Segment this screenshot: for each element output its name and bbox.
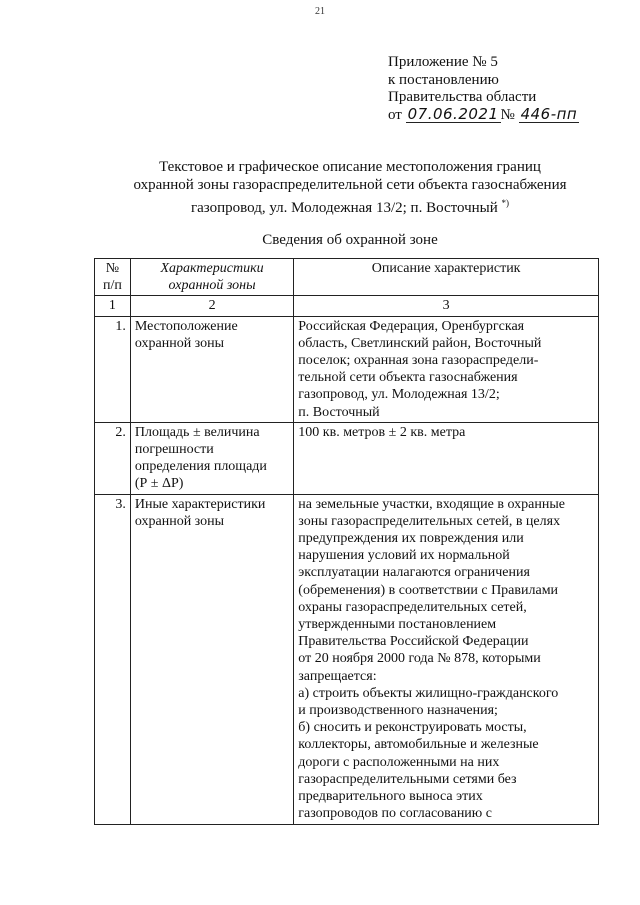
table-row bbox=[95, 316, 599, 422]
text-line: а) строить объекты жилищно-гражданского bbox=[298, 685, 559, 701]
text-line: (обременения) в соответствии с Правилами bbox=[298, 582, 559, 598]
table-row bbox=[95, 494, 599, 824]
text-line: 100 кв. метров ± 2 кв. метра bbox=[298, 424, 466, 440]
row-number: 3. bbox=[95, 494, 131, 824]
row-description bbox=[294, 316, 599, 422]
date-prefix: от bbox=[388, 106, 402, 123]
text-line: эксплуатации налагаются ограничения bbox=[298, 565, 530, 581]
text-line: область, Светлинский район, Восточный bbox=[298, 335, 542, 351]
handwritten-number: 446-пп bbox=[520, 104, 578, 123]
index-cell: 2 bbox=[130, 296, 293, 316]
zone-info-table bbox=[94, 258, 599, 825]
text-line: нарушения условий их нормальной bbox=[298, 548, 510, 564]
text-line: Российская Федерация, Оренбургская bbox=[298, 318, 525, 334]
title-line-3 bbox=[0, 194, 640, 217]
page-number: 21 bbox=[315, 6, 325, 17]
row-characteristic bbox=[130, 494, 293, 824]
text-line: на земельные участки, входящие в охранные bbox=[298, 496, 565, 512]
text-line: утвержденными постановлением bbox=[298, 617, 497, 633]
text-line: определения площади bbox=[134, 459, 267, 475]
row-number: 2. bbox=[95, 422, 131, 494]
header-description: Описание характеристик bbox=[294, 259, 599, 296]
text-line: поселок; охранная зона газораспредели- bbox=[298, 353, 539, 369]
header-characteristics bbox=[130, 259, 293, 296]
text-line: тельной сети объекта газоснабжения bbox=[298, 370, 518, 386]
header-number-line-1: № bbox=[105, 261, 120, 276]
document-title bbox=[0, 158, 640, 217]
text-line: охранной зоны bbox=[134, 335, 225, 351]
text-line: охранной зоны bbox=[134, 513, 225, 529]
title-line-3-text: газопровод, ул. Молодежная 13/2; п. Восточный bbox=[190, 200, 498, 216]
header-char-line-1: Характеристики bbox=[160, 261, 264, 276]
title-line-2: охранной зоны газораспределительной сети объекта газоснабжения bbox=[133, 177, 567, 193]
text-line: коллекторы, автомобильные и железные bbox=[298, 737, 539, 753]
text-line: газораспределительными сетями без bbox=[298, 771, 517, 787]
text-line: погрешности bbox=[134, 442, 214, 458]
appendix-block bbox=[388, 54, 579, 124]
text-line: зоны газораспределительных сетей, в целях bbox=[298, 513, 561, 529]
text-line: (Р ± ΔР) bbox=[134, 476, 184, 492]
title-line-1: Текстовое и графическое описание местоположения границ bbox=[159, 159, 541, 175]
text-line: газопроводов по согласованию с bbox=[298, 806, 492, 822]
table-header-row bbox=[95, 259, 599, 296]
appendix-line-3: Правительства области bbox=[388, 89, 537, 105]
appendix-line-1: Приложение № 5 bbox=[388, 54, 498, 70]
text-line: газопровод, ул. Молодежная 13/2; bbox=[298, 387, 500, 403]
row-description bbox=[294, 494, 599, 824]
text-line: предварительного выноса этих bbox=[298, 789, 483, 805]
text-line: предупреждения их повреждения или bbox=[298, 531, 524, 547]
text-line: б) сносить и реконструировать мосты, bbox=[298, 720, 527, 736]
text-line: дороги с расположенными на них bbox=[298, 754, 500, 770]
section-subtitle: Сведения об охранной зоне bbox=[262, 232, 438, 248]
table-row bbox=[95, 422, 599, 494]
header-number bbox=[95, 259, 131, 296]
header-number-line-2: п/п bbox=[102, 278, 122, 294]
text-line: п. Восточный bbox=[298, 404, 380, 420]
handwritten-date: 07.06.2021 bbox=[407, 104, 499, 123]
appendix-line-2: к постановлению bbox=[388, 71, 499, 88]
row-characteristic bbox=[130, 422, 293, 494]
text-line: и производственного назначения; bbox=[298, 703, 498, 719]
text-line: Местоположение bbox=[134, 318, 238, 334]
footnote-mark: *) bbox=[501, 198, 510, 208]
index-cell: 1 bbox=[95, 296, 131, 316]
row-description bbox=[294, 422, 599, 494]
table-index-row bbox=[95, 296, 599, 316]
row-number: 1. bbox=[95, 316, 131, 422]
row-characteristic bbox=[130, 316, 293, 422]
header-char-line-2: охранной зоны bbox=[168, 278, 256, 294]
text-line: Иные характеристики bbox=[134, 496, 266, 512]
appendix-date-line bbox=[388, 104, 579, 125]
index-cell: 3 bbox=[294, 296, 599, 316]
text-line: запрещается: bbox=[298, 668, 377, 684]
text-line: от 20 ноября 2000 года № 878, которыми bbox=[298, 651, 541, 667]
text-line: охраны газораспределительных сетей, bbox=[298, 599, 527, 615]
text-line: Площадь ± величина bbox=[134, 424, 260, 440]
number-sign: № bbox=[500, 106, 515, 123]
text-line: Правительства Российской Федерации bbox=[298, 634, 529, 650]
